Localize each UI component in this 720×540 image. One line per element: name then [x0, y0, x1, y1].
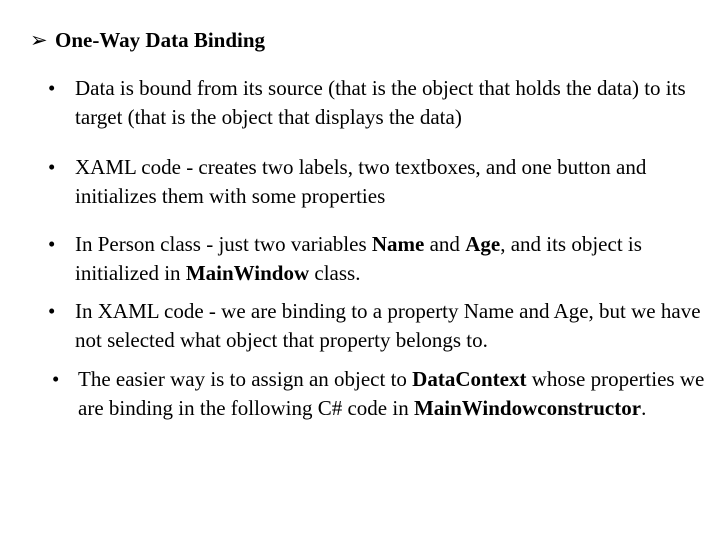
heading-title: One-Way Data Binding	[55, 28, 266, 52]
text-run: and	[424, 232, 466, 256]
bullet-dot-icon: •	[48, 299, 56, 323]
arrowhead-bullet-icon: ➢	[30, 28, 48, 52]
text-run: In XAML code - we are binding to a property Name and Age, but we have not selected what object that property belongs to.	[75, 299, 701, 352]
bold-term: MainWindow	[185, 261, 310, 285]
text-run: XAML code - creates two labels, two textboxes, and one button and initializes them with some properties	[75, 155, 647, 208]
text-run: , and its object is initialized in	[75, 232, 642, 285]
bullet-dot-icon: •	[48, 232, 56, 256]
bullet-dot-icon: •	[52, 367, 60, 391]
text-run: Data is bound from its source (that is the object that holds the data) to its target (that is the object that displays the data)	[75, 76, 686, 129]
text-run: In Person class - just two variables	[75, 232, 372, 256]
bullet-dot-icon: •	[48, 155, 56, 179]
bullet-dot-icon: •	[48, 76, 56, 100]
bullet-text	[78, 365, 718, 423]
bold-term: Age	[465, 232, 501, 256]
bold-term: MainWindowconstructor	[413, 396, 642, 420]
bullet-text	[75, 153, 715, 211]
slide-heading	[30, 26, 265, 54]
text-run: class.	[309, 261, 361, 285]
text-run: The easier way is to assign an object to	[78, 367, 413, 391]
text-run: whose properties we are binding in the following C# code in	[78, 367, 705, 420]
bullet-text	[75, 230, 715, 288]
bullet-text	[75, 74, 715, 132]
bold-term: DataContext	[412, 367, 527, 391]
bullet-text	[75, 297, 715, 355]
text-run: .	[641, 396, 647, 420]
bold-term: Name	[371, 232, 425, 256]
